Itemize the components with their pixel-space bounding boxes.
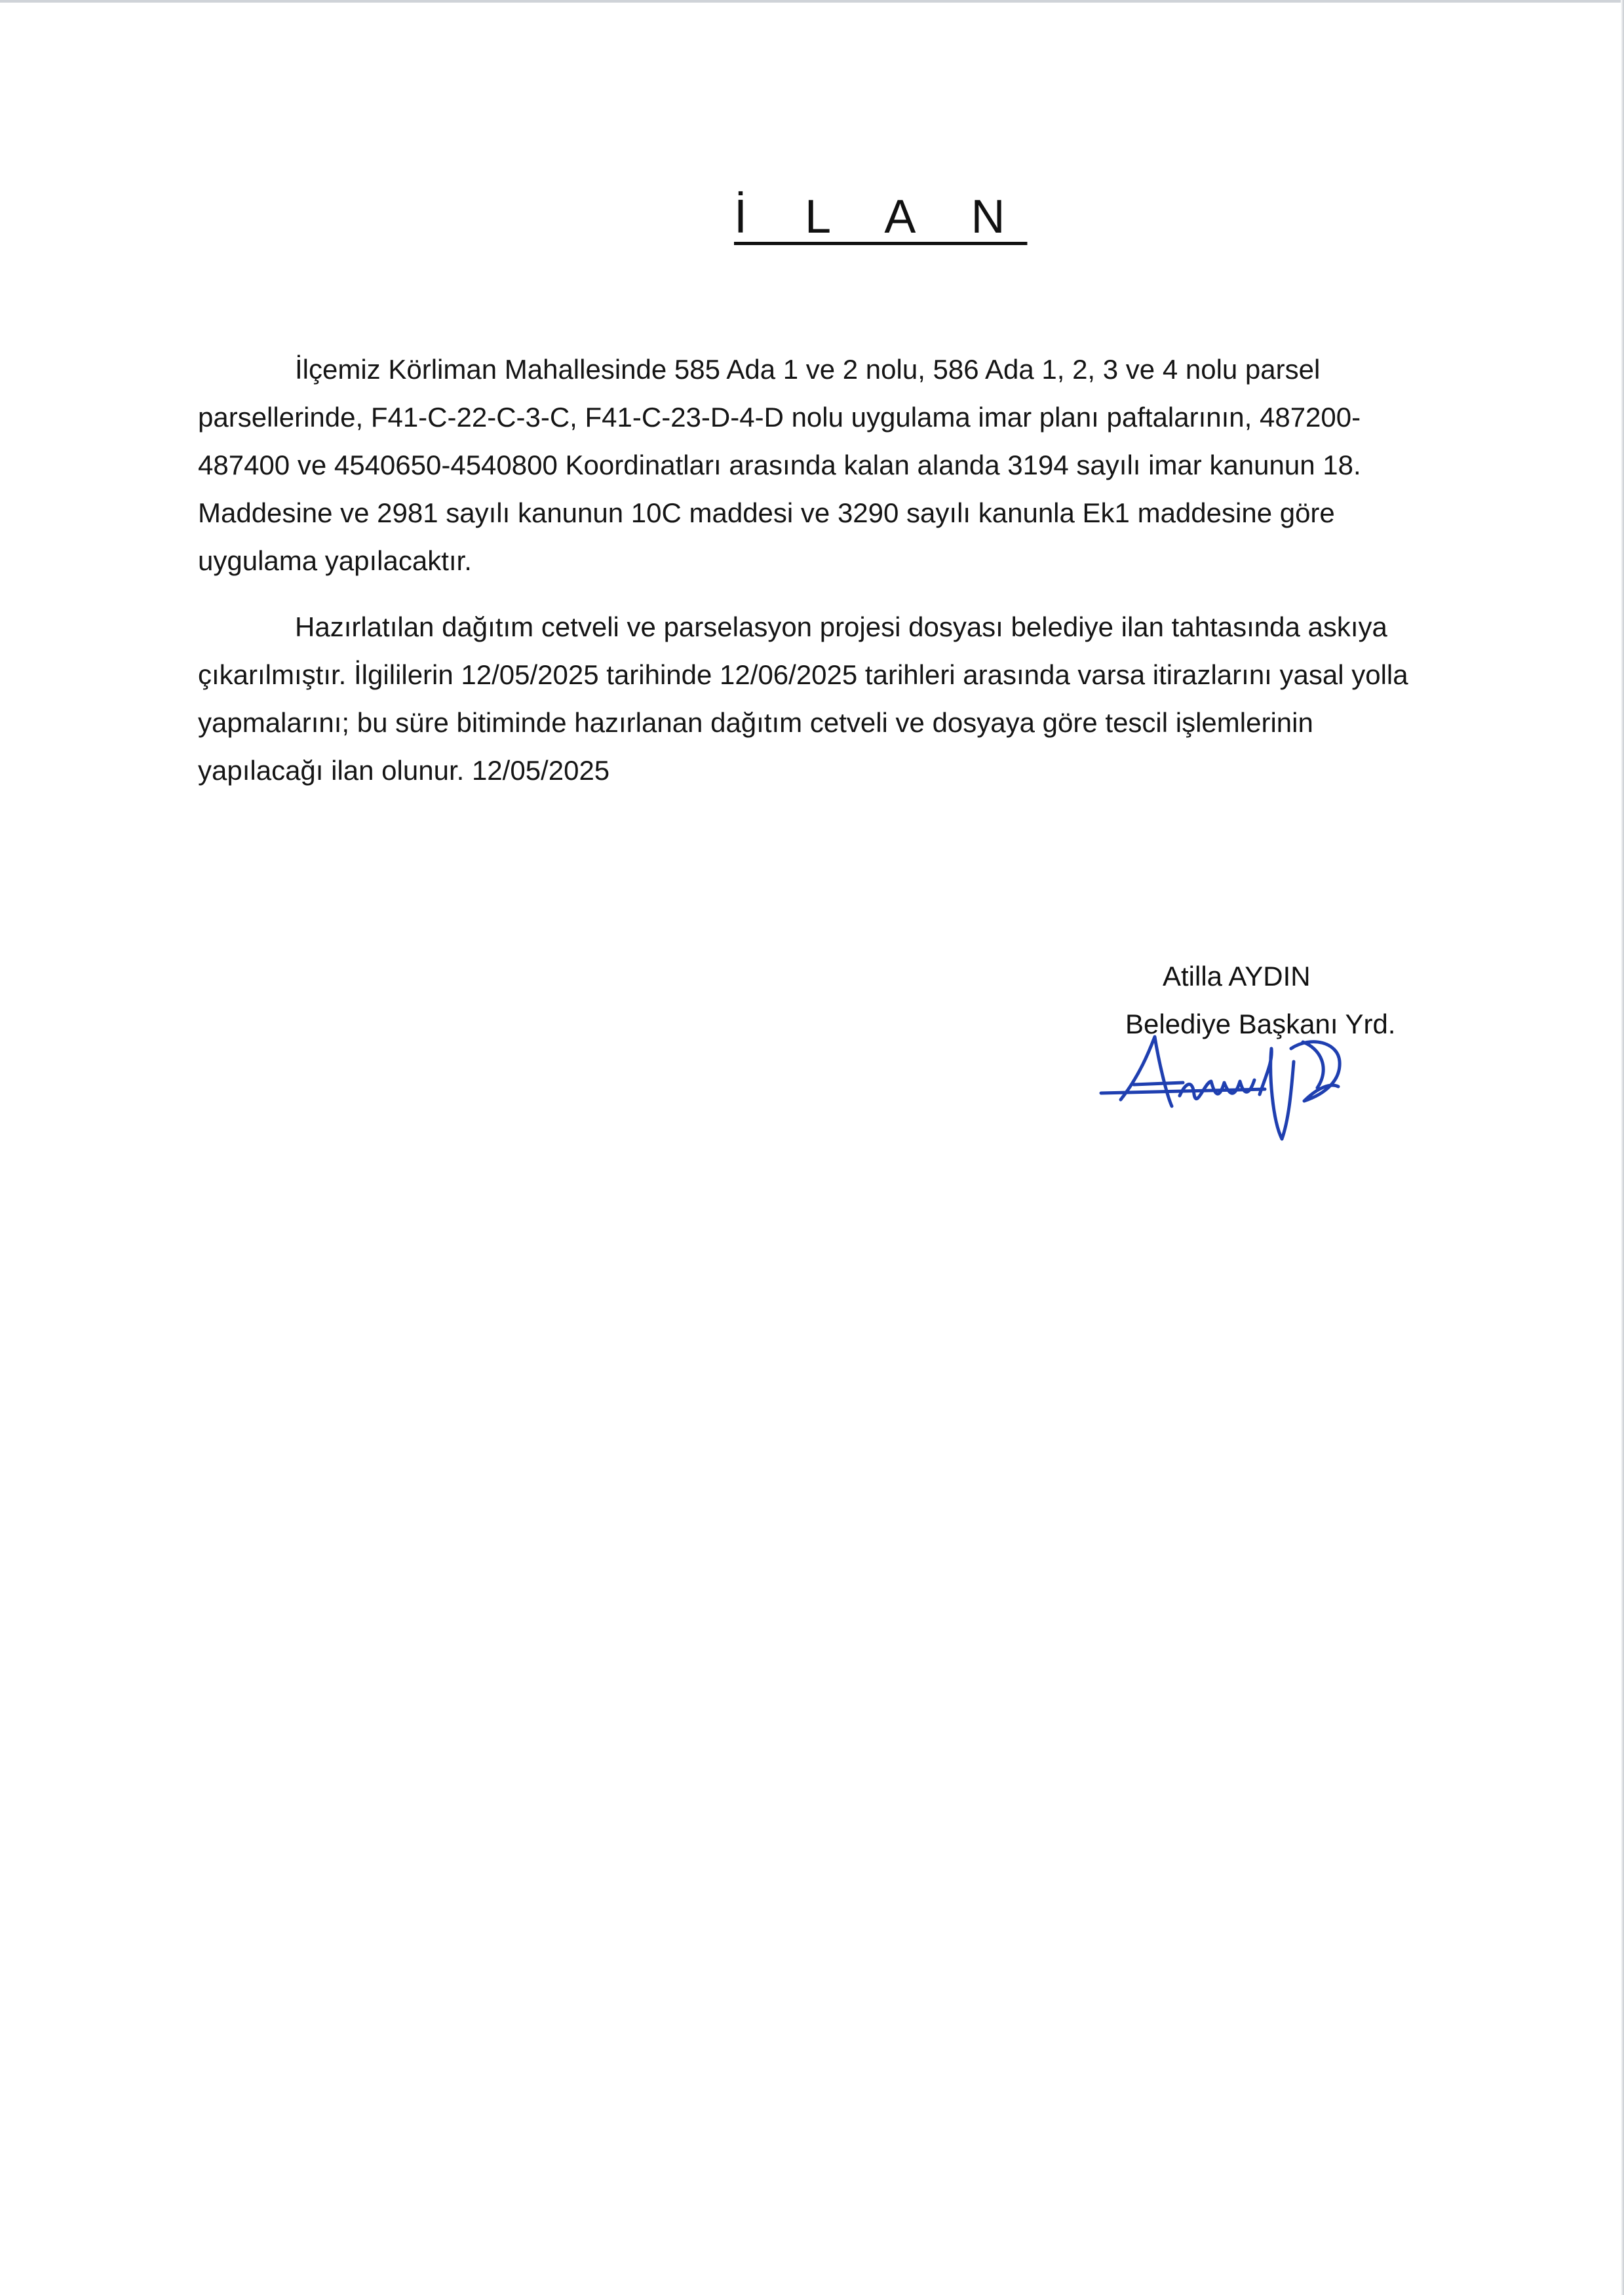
handwritten-signature [1094,1022,1383,1147]
signatory-name: Atilla AYDIN [1163,961,1311,992]
paragraph-text: Hazırlatılan dağıtım cetveli ve parselasyon projesi dosyası belediye ilan tahtasında askıya çıkarılmıştır. İlgililerin 12/05/2025 tarihinde 12/06/2025 tarihleri arasında varsa itirazlarını yasal yolla yapmalarını; bu süre bitiminde hazırlanan dağıtım cetveli ve dosyaya göre tescil işlemlerinin yapılacağı ilan olunur. 12/05/2025 [198,611,1408,786]
notice-paragraph-2 [198,603,1430,794]
document-title: İ L A N [734,191,1028,243]
scan-edge-top [0,0,1624,3]
paragraph-text: İlçemiz Körliman Mahallesinde 585 Ada 1 ve 2 nolu, 586 Ada 1, 2, 3 ve 4 nolu parsel parsellerinde, F41-C-22-C-3-C, F41-C-23-D-4-D nolu uygulama imar planı paftalarının, 487200-487400 ve 4540650-4540800 Koordinatları arasında kalan alanda 3194 sayılı imar kanunun 18. Maddesine ve 2981 sayılı kanunun 10C maddesi ve 3290 sayılı kanunla Ek1 maddesine göre uygulama yapılacaktır. [198,354,1361,576]
scan-edge-right [1621,0,1624,2295]
notice-paragraph-1 [198,345,1430,585]
signatory-title: Belediye Başkanı Yrd. [1125,1009,1396,1039]
